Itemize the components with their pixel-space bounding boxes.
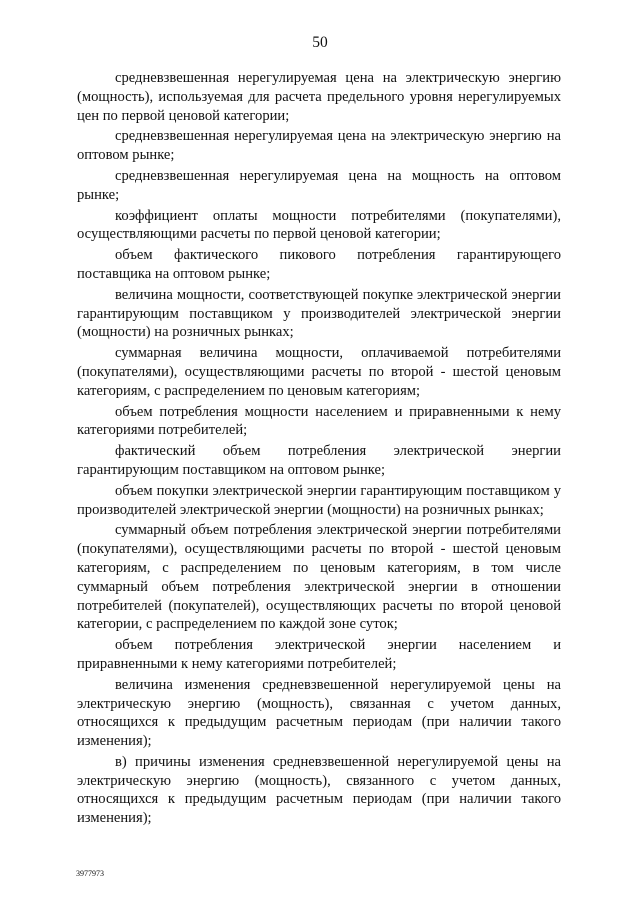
paragraph: объем потребления электрической энергии населением и приравненными к нему категориями потребителей; — [77, 637, 561, 672]
paragraph: средневзвешенная нерегулируемая цена на электрическую энергию на оптовом рынке; — [77, 128, 561, 164]
body-text — [77, 69, 561, 830]
paragraph: величина изменения средневзвешенной нерегулируемой цены на электрическую энергию (мощность), связанная с учетом данных, относящихся к предыдущим расчетным периодам (при наличии такого изменения); — [77, 676, 561, 750]
paragraph: объем фактического пикового потребления гарантирующего поставщика на оптовом рынке; — [77, 247, 561, 282]
paragraph: объем потребления мощности населением и приравненными к нему категориями потребителей; — [77, 403, 561, 439]
paragraph: коэффициент оплаты мощности потребителями (покупателями), осуществляющими расчеты по первой ценовой категории; — [77, 207, 561, 243]
paragraph: объем покупки электрической энергии гарантирующим поставщиком у производителей электрической энергии (мощности) на розничных рынках; — [77, 482, 561, 518]
paragraph: фактический объем потребления электрической энергии гарантирующим поставщиком на оптовом рынке; — [77, 443, 561, 478]
paragraph: в) причины изменения средневзвешенной нерегулируемой цены на электрическую энергию (мощность), связанного с учетом данных, относящихся к предыдущим расчетным периодам (при наличии такого изменения); — [77, 753, 561, 827]
paragraph: средневзвешенная нерегулируемая цена на мощность на оптовом рынке; — [77, 167, 561, 203]
paragraph: суммарная величина мощности, оплачиваемой потребителями (покупателями), осуществляющими расчеты по второй - шестой ценовым категориям, с распределением по ценовым категориям; — [77, 345, 561, 399]
page-number: 50 — [312, 34, 328, 51]
paragraph: средневзвешенная нерегулируемая цена на электрическую энергию (мощность), используемая для расчета предельного уровня нерегулируемых цен по первой ценовой категории; — [77, 70, 561, 124]
paragraph: суммарный объем потребления электрической энергии потребителями (покупателями), осуществляющими расчеты по второй - шестой ценовым категориям, с распределением по ценовым категориям, в том числе суммарный объем потребления электрической энергии в отношении потребителей (покупателей), осуществляющих расчеты по второй ценовой категории, с распределением по каждой зоне суток; — [77, 522, 561, 633]
paragraph: величина мощности, соответствующей покупке электрической энергии гарантирующим поставщиком у производителей электрической энергии (мощности) на розничных рынках; — [77, 286, 561, 341]
document-id: 3977973 — [76, 869, 104, 878]
